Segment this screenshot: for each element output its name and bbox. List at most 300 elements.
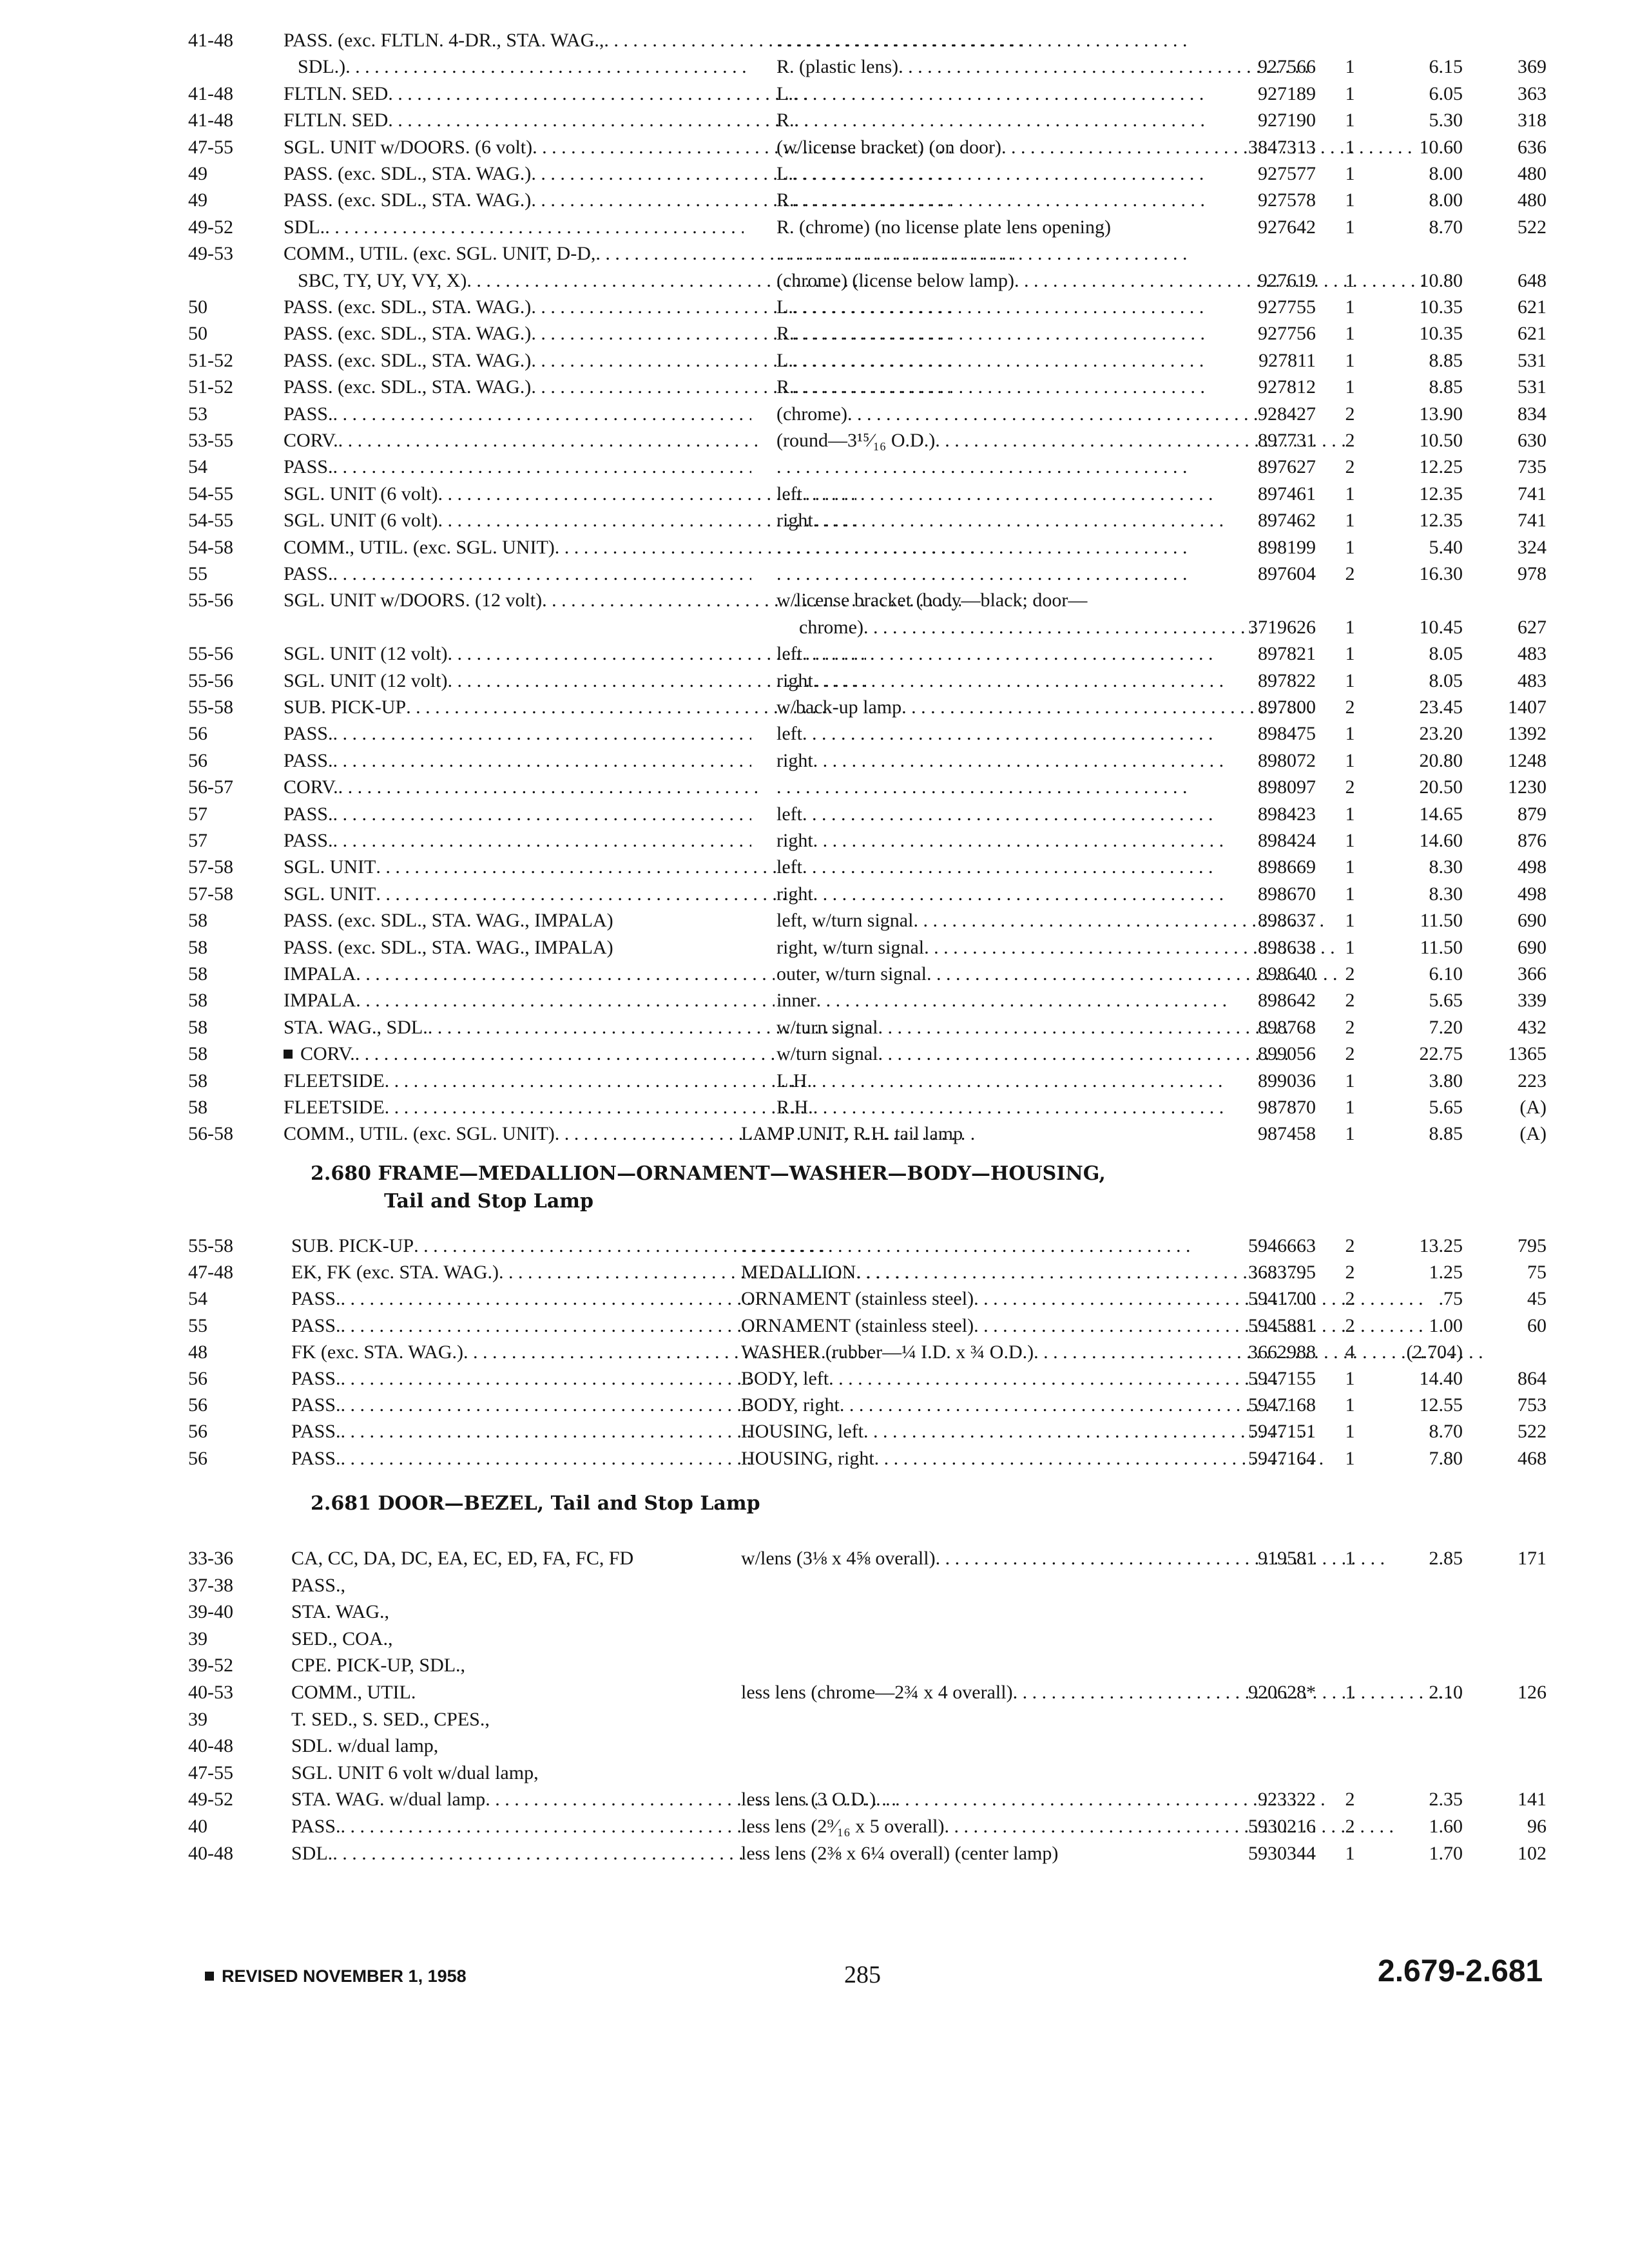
table-row xyxy=(0,1094,1629,1121)
table-row xyxy=(0,961,1629,988)
description-text: L.H. xyxy=(776,1070,812,1091)
description-cell xyxy=(776,374,1210,401)
description-text: w/turn signal xyxy=(776,1043,878,1065)
leader-dots xyxy=(333,720,751,747)
table-row xyxy=(0,1652,1629,1679)
model-cell xyxy=(284,1068,804,1095)
year-range: 56 xyxy=(188,1447,207,1469)
price: 8.70 xyxy=(1429,216,1463,238)
description-text: HOUSING, right xyxy=(741,1447,874,1469)
quantity: 1 xyxy=(1345,856,1355,878)
description-text: less lens (2⁹⁄₁₆ x 5 overall) xyxy=(741,1816,945,1837)
model-cell xyxy=(291,1312,753,1340)
code: 876 xyxy=(1518,830,1547,851)
model-text: SGL. UNIT w/DOORS. (6 volt) xyxy=(284,136,533,158)
model-text: PASS. xyxy=(284,563,333,584)
model-text: PASS. xyxy=(291,1421,341,1443)
quantity: 1 xyxy=(1345,1842,1355,1864)
model-text: PASS. (exc. SDL., STA. WAG.) xyxy=(284,376,532,398)
model-text: PASS. (exc. FLTLN. 4-DR., STA. WAG., xyxy=(284,30,604,51)
description-text: L. xyxy=(776,82,793,104)
code: 45 xyxy=(1527,1288,1547,1310)
description-text: R. (chrome) (no license plate lens opening) xyxy=(776,216,1111,238)
year-range: 33-36 xyxy=(188,1548,233,1569)
code: 483 xyxy=(1518,643,1547,665)
year-range: 56 xyxy=(188,723,207,745)
table-row xyxy=(0,1445,1629,1472)
year-range: 50 xyxy=(188,296,207,318)
price: 5.65 xyxy=(1429,990,1463,1012)
description-cell xyxy=(776,720,1218,747)
description-text: (chrome) xyxy=(776,403,847,425)
model-text: PASS. xyxy=(291,1368,341,1389)
quantity: 2 xyxy=(1345,1288,1355,1310)
table-row xyxy=(0,347,1629,374)
quantity: 1 xyxy=(1345,296,1355,318)
part-number: 898669 xyxy=(1258,856,1316,878)
price: 8.85 xyxy=(1429,376,1463,398)
year-range: 56 xyxy=(188,749,207,771)
model-cell xyxy=(284,507,856,534)
table-row xyxy=(0,53,1629,81)
leader-dots xyxy=(340,1813,753,1840)
price: 12.35 xyxy=(1419,510,1463,532)
year-range: 56-58 xyxy=(188,1123,233,1145)
model-cell xyxy=(284,1041,774,1068)
leader-dots xyxy=(793,160,1209,187)
part-number: 927619 xyxy=(1258,269,1316,291)
model-cell xyxy=(291,1813,753,1840)
code: 1248 xyxy=(1508,749,1547,771)
price: 20.50 xyxy=(1419,776,1463,798)
model-text: PASS. xyxy=(291,1816,341,1837)
model-cell xyxy=(284,401,751,428)
table-row xyxy=(0,1813,1629,1840)
model-cell xyxy=(284,561,751,588)
year-range: 41-48 xyxy=(188,30,233,51)
table-row xyxy=(0,401,1629,428)
leader-dots xyxy=(340,1365,753,1392)
part-number: 5947164 xyxy=(1248,1447,1316,1469)
model-text: PASS. xyxy=(291,1394,341,1416)
leader-dots xyxy=(793,294,1209,321)
price: 22.75 xyxy=(1419,1043,1463,1065)
part-number: 897461 xyxy=(1258,483,1316,505)
leader-dots xyxy=(795,374,1210,401)
price: 1.60 xyxy=(1429,1816,1463,1837)
description-text: w/turn signal xyxy=(776,1016,878,1038)
table-row xyxy=(0,614,1629,641)
year-range: 40-53 xyxy=(188,1682,233,1703)
description-cell xyxy=(741,1233,1192,1260)
quantity: 1 xyxy=(1345,510,1355,532)
description-cell xyxy=(776,801,1218,828)
table-row xyxy=(0,1679,1629,1706)
table-row xyxy=(0,214,1629,241)
description-text: R. xyxy=(776,189,795,211)
table-row xyxy=(0,454,1629,481)
code: (A) xyxy=(1519,1097,1547,1118)
code: 735 xyxy=(1518,456,1547,478)
year-range: 56 xyxy=(188,1368,207,1389)
description-text: less lens (chrome—2¾ x 4 overall) xyxy=(741,1682,1013,1703)
table-row xyxy=(0,267,1629,294)
table-row xyxy=(0,1312,1629,1340)
price: 8.85 xyxy=(1429,1123,1463,1145)
section-subheading-2-680: Tail and Stop Lamp xyxy=(384,1190,594,1213)
model-text: SBC, TY, UY, VY, X) xyxy=(298,269,467,291)
model-cell xyxy=(284,454,751,481)
model-text: SDL. w/dual lamp, xyxy=(291,1735,439,1757)
model-cell xyxy=(291,1760,539,1787)
quantity: 2 xyxy=(1345,563,1355,584)
price: 6.10 xyxy=(1429,963,1463,985)
leader-dots xyxy=(776,240,1192,267)
table-row xyxy=(0,801,1629,828)
table-row xyxy=(0,1041,1629,1068)
model-text: PASS. (exc. SDL., STA. WAG.) xyxy=(284,163,532,184)
model-cell xyxy=(291,1445,753,1472)
quantity: 2 xyxy=(1345,1016,1355,1038)
part-number: 927812 xyxy=(1258,376,1316,398)
table-row xyxy=(0,1599,1629,1626)
model-text: SGL. UNIT (6 volt) xyxy=(284,483,438,505)
price: (2.704) xyxy=(1406,1341,1463,1363)
model-text: FK (exc. STA. WAG.) xyxy=(291,1341,464,1363)
part-number: 898642 xyxy=(1258,990,1316,1012)
quantity: 1 xyxy=(1345,749,1355,771)
code: 522 xyxy=(1518,1421,1547,1443)
leader-dots xyxy=(356,987,775,1014)
quantity: 1 xyxy=(1345,910,1355,932)
table-row xyxy=(0,107,1629,134)
model-cell xyxy=(291,1545,633,1572)
description-cell xyxy=(776,561,1192,588)
description-text: ORNAMENT (stainless steel) xyxy=(741,1314,974,1336)
leader-dots xyxy=(813,668,1229,695)
leader-dots xyxy=(813,747,1229,774)
model-text: SGL. UNIT xyxy=(284,856,376,878)
model-cell xyxy=(284,907,613,934)
leader-dots xyxy=(340,1312,753,1340)
code: (A) xyxy=(1519,1123,1547,1145)
model-text: STA. WAG., xyxy=(291,1601,390,1623)
year-range: 55 xyxy=(188,563,207,584)
part-number: 897627 xyxy=(1258,456,1316,478)
table-row xyxy=(0,854,1629,881)
code: 648 xyxy=(1518,269,1547,291)
price: 10.35 xyxy=(1419,323,1463,345)
model-text: PASS. xyxy=(284,749,333,771)
model-text: FLEETSIDE xyxy=(284,1097,385,1118)
price: 3.80 xyxy=(1429,1070,1463,1091)
table-row xyxy=(0,1786,1629,1813)
part-number: 898424 xyxy=(1258,830,1316,851)
leader-dots xyxy=(355,1041,774,1068)
price: 5.65 xyxy=(1429,1097,1463,1118)
price: 8.00 xyxy=(1429,189,1463,211)
year-range: 39-40 xyxy=(188,1601,233,1623)
year-range: 58 xyxy=(188,1097,207,1118)
description-text: (w/license bracket) (on door) xyxy=(776,136,1002,158)
model-cell xyxy=(291,1652,465,1679)
description-text: left xyxy=(776,856,802,878)
model-cell xyxy=(291,1706,490,1733)
part-number: 897822 xyxy=(1258,669,1316,691)
code: 627 xyxy=(1518,616,1547,638)
description-text: WASHER (rubber—¼ I.D. x ¾ O.D.) xyxy=(741,1341,1034,1363)
year-range: 55-56 xyxy=(188,669,233,691)
part-number: 927642 xyxy=(1258,216,1316,238)
description-text: left xyxy=(776,483,802,505)
code: 318 xyxy=(1518,110,1547,131)
model-text: CORV. xyxy=(284,776,338,798)
code: 339 xyxy=(1518,990,1547,1012)
code: 480 xyxy=(1518,189,1547,211)
leader-dots xyxy=(333,561,751,588)
code: 795 xyxy=(1518,1235,1547,1256)
leader-dots xyxy=(333,1840,745,1867)
description-cell xyxy=(776,1094,1229,1121)
description-text: ORNAMENT (stainless steel) xyxy=(741,1288,974,1310)
year-range: 57-58 xyxy=(188,883,233,905)
model-cell xyxy=(284,801,751,828)
model-cell xyxy=(284,827,751,854)
table-row xyxy=(0,1339,1629,1366)
year-range: 56 xyxy=(188,1394,207,1416)
price: 14.65 xyxy=(1419,803,1463,825)
quantity: 1 xyxy=(1345,376,1355,398)
table-row xyxy=(0,587,1629,614)
code: 978 xyxy=(1518,563,1547,584)
quantity: 1 xyxy=(1345,1682,1355,1703)
description-text: right, w/turn signal xyxy=(776,936,925,958)
leader-dots xyxy=(340,1285,753,1312)
description-cell xyxy=(776,827,1229,854)
revised-marker-icon xyxy=(284,1050,293,1059)
code: 1230 xyxy=(1508,776,1547,798)
model-cell xyxy=(284,774,757,801)
price: 13.25 xyxy=(1419,1235,1463,1256)
code: 621 xyxy=(1518,323,1547,345)
leader-dots xyxy=(376,854,795,881)
year-range: 39-52 xyxy=(188,1655,233,1677)
model-text: PASS. xyxy=(284,456,333,478)
model-cell xyxy=(284,481,856,508)
table-row xyxy=(0,827,1629,854)
quantity: 2 xyxy=(1345,776,1355,798)
part-number: 5930344 xyxy=(1248,1842,1316,1864)
year-range: 41-48 xyxy=(188,82,233,104)
year-range: 53 xyxy=(188,403,207,425)
description-text: chrome) xyxy=(799,616,863,638)
price: 10.50 xyxy=(1419,430,1463,451)
code: 126 xyxy=(1518,1682,1547,1703)
part-number: 897462 xyxy=(1258,510,1316,532)
model-cell xyxy=(284,854,795,881)
part-number: 897731 xyxy=(1258,430,1316,451)
quantity: 1 xyxy=(1345,616,1355,638)
description-cell xyxy=(776,747,1229,774)
code: 432 xyxy=(1518,1016,1547,1038)
price: 5.40 xyxy=(1429,536,1463,558)
part-number: 898768 xyxy=(1258,1016,1316,1038)
price: 2.85 xyxy=(1429,1548,1463,1569)
revised-marker-icon xyxy=(205,1972,214,1981)
code: 324 xyxy=(1518,536,1547,558)
leader-dots xyxy=(333,401,751,428)
description-cell xyxy=(776,294,1209,321)
part-number: 923322 xyxy=(1258,1789,1316,1811)
price: 8.30 xyxy=(1429,856,1463,878)
year-range: 56 xyxy=(188,1421,207,1443)
description-cell xyxy=(776,134,1417,161)
table-row xyxy=(0,427,1629,454)
leader-dots xyxy=(802,801,1218,828)
description-cell xyxy=(741,1312,1425,1340)
model-text: CA, CC, DA, DC, EA, EC, ED, FA, FC, FD xyxy=(291,1548,634,1569)
leader-dots xyxy=(813,507,1229,534)
code: 834 xyxy=(1518,403,1547,425)
leader-dots xyxy=(776,561,1192,588)
description-cell xyxy=(776,507,1229,534)
description-text: R. xyxy=(776,110,795,131)
leader-dots xyxy=(388,81,807,108)
year-range: 54-55 xyxy=(188,510,233,532)
model-text: SGL. UNIT (12 volt) xyxy=(284,643,448,665)
part-number: 927577 xyxy=(1258,163,1316,184)
description-cell xyxy=(776,640,1218,668)
description-cell xyxy=(776,187,1210,214)
year-range: 51-52 xyxy=(188,349,233,371)
leader-dots xyxy=(802,481,1218,508)
model-cell xyxy=(291,1365,753,1392)
model-cell xyxy=(284,214,744,241)
table-row xyxy=(0,1545,1629,1572)
leader-dots xyxy=(795,107,1210,134)
code: 75 xyxy=(1527,1262,1547,1283)
part-number: 898475 xyxy=(1258,723,1316,745)
model-cell xyxy=(291,1599,389,1626)
year-range: 49 xyxy=(188,189,207,211)
code: 690 xyxy=(1518,910,1547,932)
year-range: 58 xyxy=(188,936,207,958)
quantity: 1 xyxy=(1345,1368,1355,1389)
price: 14.60 xyxy=(1419,830,1463,851)
price: .75 xyxy=(1438,1288,1463,1310)
year-range: 56-57 xyxy=(188,776,233,798)
leader-dots xyxy=(388,107,807,134)
part-number: 898638 xyxy=(1258,936,1316,958)
part-number: 3662988 xyxy=(1248,1341,1316,1363)
quantity: 2 xyxy=(1345,430,1355,451)
description-cell xyxy=(776,987,1232,1014)
description-cell xyxy=(741,1840,1058,1867)
part-number: 3683795 xyxy=(1248,1262,1316,1283)
part-number: 927755 xyxy=(1258,296,1316,318)
quantity: 1 xyxy=(1345,1447,1355,1469)
table-row xyxy=(0,1626,1629,1653)
model-cell xyxy=(291,1733,438,1760)
year-range: 54 xyxy=(188,456,207,478)
table-row xyxy=(0,1233,1629,1260)
description-cell xyxy=(776,81,1209,108)
model-text: IMPALA xyxy=(284,990,356,1012)
model-cell xyxy=(284,694,825,721)
description-text: R. xyxy=(776,323,795,345)
price: 14.40 xyxy=(1419,1368,1463,1389)
description-text: L. xyxy=(776,296,793,318)
part-number: 927566 xyxy=(1258,56,1316,78)
quantity: 1 xyxy=(1345,1421,1355,1443)
quantity: 1 xyxy=(1345,1097,1355,1118)
table-row xyxy=(0,1365,1629,1392)
table-row xyxy=(0,774,1629,801)
model-cell xyxy=(298,53,750,81)
year-range: 55-58 xyxy=(188,697,233,718)
description-cell xyxy=(776,347,1209,374)
description-text: (round—3¹⁵⁄₁₆ O.D.) xyxy=(776,430,936,451)
price: 2.10 xyxy=(1429,1682,1463,1703)
code: 636 xyxy=(1518,136,1547,158)
price: 13.90 xyxy=(1419,403,1463,425)
part-number: 927756 xyxy=(1258,323,1316,345)
description-cell xyxy=(741,1120,963,1148)
part-number: 898423 xyxy=(1258,803,1316,825)
model-cell xyxy=(291,1285,753,1312)
part-number: 5947155 xyxy=(1248,1368,1316,1389)
code: 102 xyxy=(1518,1842,1547,1864)
model-cell xyxy=(291,1392,753,1419)
description-cell xyxy=(776,854,1218,881)
leader-dots xyxy=(406,694,825,721)
code: 60 xyxy=(1527,1314,1547,1336)
leader-dots xyxy=(333,454,751,481)
leader-dots xyxy=(385,1094,804,1121)
model-text: STA. WAG., SDL. xyxy=(284,1016,428,1038)
model-text: PASS. xyxy=(291,1314,341,1336)
year-range: 47-48 xyxy=(188,1262,233,1283)
year-range: 54-58 xyxy=(188,536,233,558)
description-cell xyxy=(741,1339,1485,1366)
quantity: 2 xyxy=(1345,990,1355,1012)
leader-dots xyxy=(776,27,1192,54)
price: 10.80 xyxy=(1419,269,1463,291)
year-range: 51-52 xyxy=(188,376,233,398)
description-cell xyxy=(776,214,1111,241)
year-range: 49 xyxy=(188,163,207,184)
leader-dots xyxy=(333,827,751,854)
description-text: w/lens (3⅛ x 4⅝ overall) xyxy=(741,1548,936,1569)
part-number: 899056 xyxy=(1258,1043,1316,1065)
model-text: SGL. UNIT 6 volt w/dual lamp, xyxy=(291,1762,539,1783)
model-cell xyxy=(284,1014,847,1041)
part-number: 5947151 xyxy=(1248,1421,1316,1443)
description-cell xyxy=(776,240,1192,267)
description-text: right xyxy=(776,669,813,691)
year-range: 58 xyxy=(188,963,207,985)
price: 10.45 xyxy=(1419,616,1463,638)
table-row xyxy=(0,934,1629,961)
model-text: FLEETSIDE xyxy=(284,1070,385,1091)
quantity: 1 xyxy=(1345,110,1355,131)
price: 8.05 xyxy=(1429,643,1463,665)
year-range: 55-56 xyxy=(188,643,233,665)
code: 741 xyxy=(1518,483,1547,505)
quantity: 1 xyxy=(1345,323,1355,345)
price: 7.20 xyxy=(1429,1016,1463,1038)
model-text: COMM., UTIL. (exc. SGL. UNIT) xyxy=(284,536,555,558)
